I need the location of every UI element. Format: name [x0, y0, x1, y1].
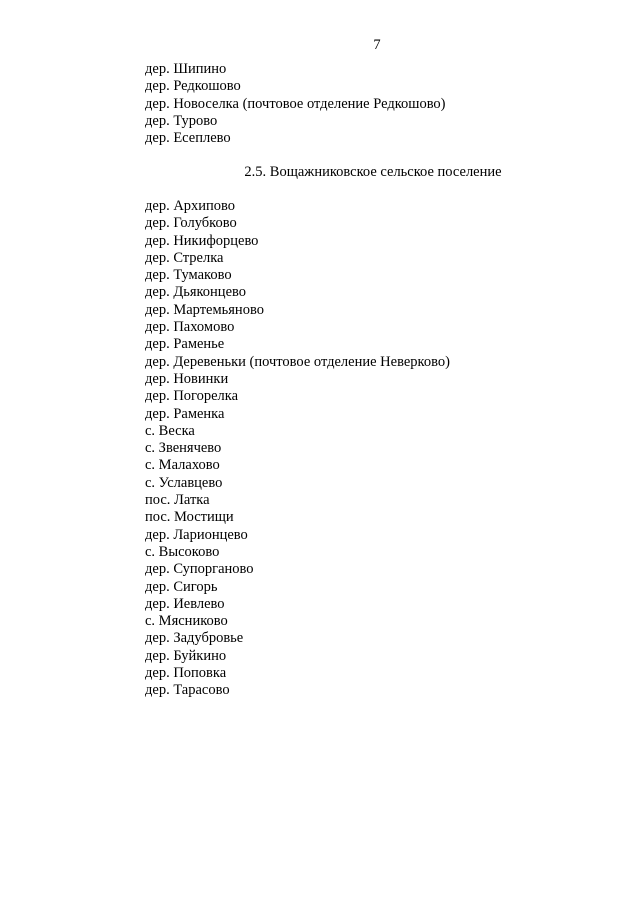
- list-item: дер. Иевлево: [145, 595, 225, 612]
- list-item: дер. Стрелка: [145, 249, 224, 266]
- list-item: с. Высоково: [145, 543, 220, 560]
- list-item: с. Мясниково: [145, 613, 228, 630]
- list-item: дер. Дьяконцево: [145, 284, 246, 301]
- list-item: пос. Латка: [145, 492, 210, 509]
- list-item: дер. Новинки: [145, 370, 229, 387]
- list-item: с. Уславцево: [145, 474, 223, 491]
- list-item: дер. Есеплево: [145, 130, 231, 147]
- list-item: дер. Раменка: [145, 405, 225, 422]
- list-item: с. Звенячево: [145, 440, 222, 457]
- list-item: дер. Турово: [145, 112, 218, 129]
- section-heading: 2.5. Вощажниковское сельское поселение: [244, 164, 502, 180]
- page-number: 7: [373, 37, 381, 53]
- list-item: дер. Новоселка (почтовое отделение Редкошово): [145, 95, 446, 112]
- list-item: дер. Никифорцево: [145, 232, 259, 249]
- list-item: дер. Ларионцево: [145, 526, 248, 543]
- list-item: с. Малахово: [145, 457, 220, 474]
- list-item: дер. Тарасово: [145, 682, 230, 699]
- list-item: дер. Шипино: [145, 61, 227, 77]
- list-item: дер. Погорелка: [145, 388, 239, 405]
- list-item: дер. Редкошово: [145, 78, 241, 95]
- list-item: дер. Пахомово: [145, 319, 235, 336]
- list-item: дер. Задубровье: [145, 630, 244, 647]
- list-item: дер. Супорганово: [145, 561, 254, 578]
- list-item: дер. Тумаково: [145, 267, 232, 284]
- continued-settlement-list: [145, 61, 446, 147]
- list-item: с. Веска: [145, 422, 195, 439]
- list-item: дер. Поповка: [145, 665, 227, 682]
- list-item: дер. Архипово: [145, 198, 236, 214]
- list-item: дер. Мартемьяново: [145, 301, 264, 318]
- list-item: дер. Раменье: [145, 336, 225, 353]
- list-item: пос. Мостищи: [145, 509, 234, 526]
- settlement-list: [145, 198, 450, 700]
- list-item: дер. Сигорь: [145, 578, 218, 595]
- list-item: дер. Голубково: [145, 215, 237, 232]
- list-item: дер. Буйкино: [145, 647, 227, 664]
- list-item: дер. Деревеньки (почтовое отделение Неверково): [145, 353, 450, 370]
